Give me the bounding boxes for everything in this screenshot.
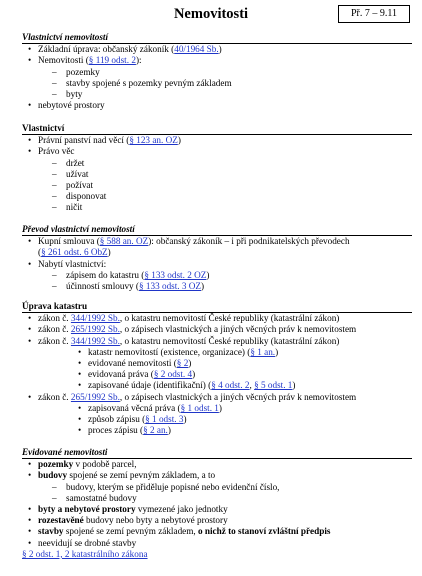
law-link[interactable]: § 5 odst. 1 <box>254 380 293 391</box>
law-link[interactable]: § 261 odst. 6 ObZ <box>41 247 108 258</box>
law-link[interactable]: 265/1992 Sb. <box>70 324 120 335</box>
bullet-icon: • <box>28 537 32 548</box>
list-item-continuation: (§ 261 odst. 6 ObZ) <box>38 247 111 258</box>
dash-icon: – <box>52 89 57 100</box>
list-item: – byty <box>52 89 83 100</box>
list-item: • nebytové prostory <box>28 100 105 111</box>
dash-icon: – <box>52 157 57 168</box>
list-item: – pozemky <box>52 66 100 77</box>
section-heading: Úprava katastru <box>22 301 412 313</box>
law-link[interactable]: § 2 an. <box>143 425 168 436</box>
law-link[interactable]: § 133 odst. 3 OZ <box>139 281 202 292</box>
dash-icon: – <box>52 281 57 292</box>
reference-box: Př. 7 – 9.11 <box>338 5 410 23</box>
list-item: – ničit <box>52 202 83 213</box>
bullet-icon: • <box>78 414 82 425</box>
list-item: • Kupní smlouva (§ 588 an. OZ): občanský zákoník – i při podnikatelských převodech <box>28 236 350 247</box>
footer-reference <box>22 549 412 560</box>
list-item: • pozemky v podobě parcel, <box>28 459 137 470</box>
dash-icon: – <box>52 180 57 191</box>
law-link[interactable]: 344/1992 Sb. <box>70 313 120 324</box>
list-item: • proces zápisu (§ 2 an.) <box>78 425 171 436</box>
dash-icon: – <box>52 168 57 179</box>
list-item: • zapisované údaje (identifikační) (§ 4 odst. 2, § 5 odst. 1) <box>78 380 296 391</box>
section-uprava-katastru <box>22 301 412 436</box>
list-item: – požívat <box>52 180 94 191</box>
bullet-icon: • <box>28 335 32 346</box>
bullet-icon: • <box>78 402 82 413</box>
bullet-icon: • <box>78 380 82 391</box>
list-item: • zákon č. 265/1992 Sb., o zápisech vlastnických a jiných věcných práv k nemovitostem <box>28 324 357 335</box>
list-item: • Nemovitosti (§ 119 odst. 2): <box>28 55 142 66</box>
list-item: • zákon č. 344/1992 Sb., o katastru nemovitostí České republiky (katastrální zákon) <box>28 313 340 324</box>
bullet-icon: • <box>28 515 32 526</box>
list-item: • zákon č. 344/1992 Sb., o katastru nemovitostí České republiky (katastrální zákon) <box>28 335 340 346</box>
law-link[interactable]: § 2 odst. 1, 2 katastrálního zákona <box>22 548 148 559</box>
bullet-icon: • <box>78 369 82 380</box>
section-heading: Převod vlastnictví nemovitostí <box>22 224 412 236</box>
law-link[interactable]: 265/1992 Sb. <box>70 391 120 402</box>
list-item: • zapisovaná věcná práva (§ 1 odst. 1) <box>78 402 222 413</box>
list-item: • katastr nemovitostí (existence, organizace) (§ 1 an.) <box>78 346 279 357</box>
bullet-icon: • <box>28 313 32 324</box>
dash-icon: – <box>52 269 57 280</box>
list-item: • stavby spojené se zemí pevným základem, o nichž to stanoví zvláštní předpis <box>28 526 331 537</box>
bullet-icon: • <box>28 44 32 55</box>
law-link[interactable]: § 133 odst. 2 OZ <box>144 269 207 280</box>
list-item: – samostatné budovy <box>52 492 137 503</box>
dash-icon: – <box>52 481 57 492</box>
list-item: • byty a nebytové prostory vymezené jako jednotky <box>28 504 228 515</box>
section-prevod-vlastnictvi <box>22 224 412 292</box>
list-item: – držet <box>52 157 85 168</box>
list-item: • Právní panství nad věcí (§ 123 an. OZ) <box>28 135 181 146</box>
law-link[interactable]: 40/1964 Sb. <box>174 44 219 55</box>
bullet-icon: • <box>78 346 82 357</box>
section-heading: Evidované nemovitosti <box>22 447 412 459</box>
bullet-icon: • <box>28 146 32 157</box>
bullet-icon: • <box>28 135 32 146</box>
bullet-icon: • <box>78 358 82 369</box>
list-item: • evidovaná práva (§ 2 odst. 4) <box>78 369 196 380</box>
section-evidovane-nemovitosti <box>22 447 412 560</box>
dash-icon: – <box>52 492 57 503</box>
list-item: • rozestavěné budovy nebo byty a nebytové prostory <box>28 515 228 526</box>
list-item: • neevidují se drobné stavby <box>28 537 137 548</box>
bullet-icon: • <box>28 504 32 515</box>
list-item: • zákon č. 265/1992 Sb., o zápisech vlastnických a jiných věcných práv k nemovitostem <box>28 391 357 402</box>
bullet-icon: • <box>28 258 32 269</box>
law-link[interactable]: 344/1992 Sb. <box>70 335 120 346</box>
bullet-icon: • <box>28 526 32 537</box>
list-item: • budovy spojené se zemí pevným základem, a to <box>28 470 216 481</box>
list-item: • Nabytí vlastnictví: <box>28 258 107 269</box>
law-link[interactable]: § 4 odst. 2 <box>211 380 250 391</box>
dash-icon: – <box>52 66 57 77</box>
section-heading: Vlastnictví nemovitostí <box>22 32 412 44</box>
list-item: • způsob zápisu (§ 1 odst. 3) <box>78 414 187 425</box>
list-item: • Základní úprava: občanský zákoník (40/1964 Sb.) <box>28 44 222 55</box>
list-item: • Právo věc <box>28 146 75 157</box>
law-link[interactable]: § 588 an. OZ <box>99 236 149 247</box>
law-link[interactable]: § 1 odst. 1 <box>180 402 219 413</box>
law-link[interactable]: § 2 odst. 4 <box>153 369 193 380</box>
bullet-icon: • <box>28 55 32 66</box>
law-link[interactable]: § 123 an. OZ <box>129 135 178 146</box>
law-link[interactable]: § 1 an. <box>250 346 276 357</box>
page-title: Nemovitosti <box>173 6 249 22</box>
law-link[interactable]: § 119 odst. 2 <box>88 55 136 66</box>
section-vlastnictvi-nemovitosti <box>22 32 412 111</box>
dash-icon: – <box>52 202 57 213</box>
law-link[interactable]: § 1 odst. 3 <box>145 414 184 425</box>
dash-icon: – <box>52 77 57 88</box>
list-item: • evidované nemovitosti (§ 2) <box>78 358 192 369</box>
bullet-icon: • <box>28 391 32 402</box>
list-item: – stavby spojené s pozemky pevným základem <box>52 77 232 88</box>
list-item: – budovy, kterým se přiděluje popisné nebo evidenční číslo, <box>52 481 280 492</box>
list-item: – účinností smlouvy (§ 133 odst. 3 OZ) <box>52 281 205 292</box>
bullet-icon: • <box>28 324 32 335</box>
section-heading: Vlastnictví <box>22 123 412 135</box>
bullet-icon: • <box>28 470 32 481</box>
bullet-icon: • <box>28 100 32 111</box>
bullet-icon: • <box>78 425 82 436</box>
section-vlastnictvi <box>22 123 412 214</box>
bullet-icon: • <box>28 459 32 470</box>
dash-icon: – <box>52 191 57 202</box>
list-item: – užívat <box>52 168 89 179</box>
bullet-icon: • <box>28 236 32 247</box>
list-item: – zápisem do katastru (§ 133 odst. 2 OZ) <box>52 269 210 280</box>
law-link[interactable]: § 2 <box>176 358 189 369</box>
list-item: – disponovat <box>52 191 107 202</box>
